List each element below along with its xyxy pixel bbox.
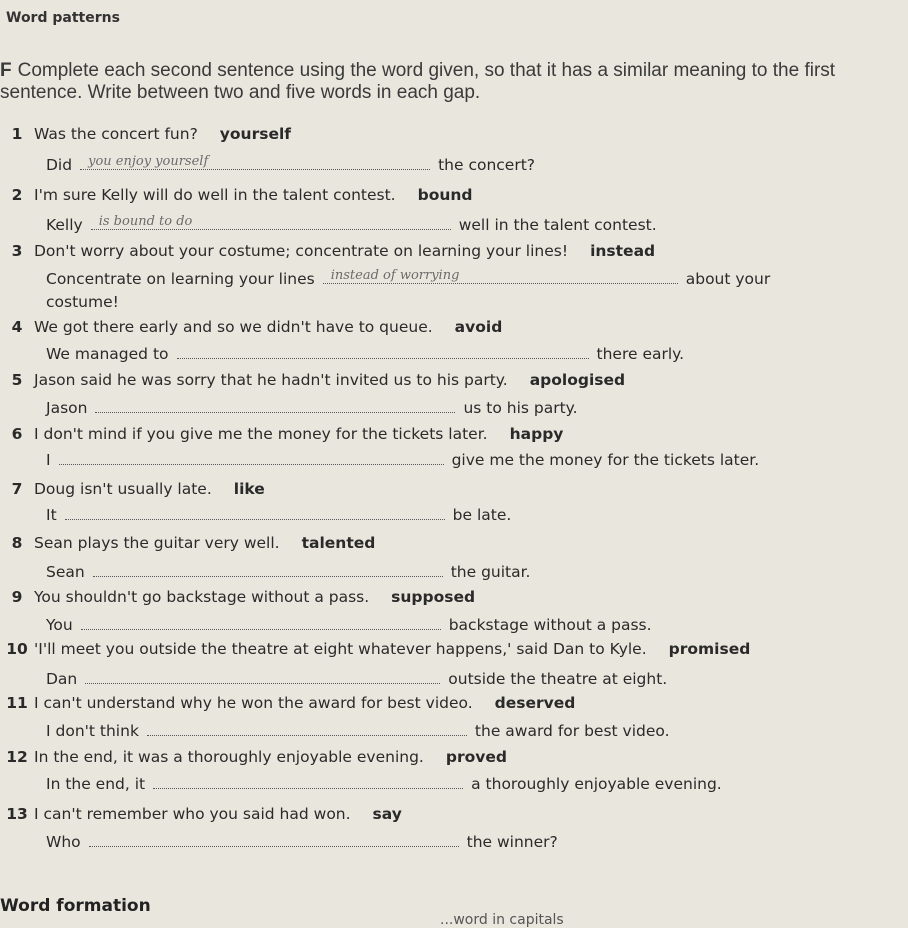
- item-question: Don't worry about your costume; concentrate on learning your lines!: [34, 242, 569, 260]
- item-keyword: promised: [668, 640, 751, 658]
- item-number: 7: [11, 480, 23, 498]
- item-keyword: apologised: [529, 371, 626, 389]
- answer-gap[interactable]: [93, 562, 443, 577]
- answer-gap[interactable]: [177, 344, 589, 359]
- item-keyword: avoid: [454, 318, 503, 336]
- exercise-item: [0, 588, 900, 638]
- item-keyword: bound: [417, 186, 473, 204]
- item-question: Jason said he was sorry that he hadn't invited us to his party.: [34, 371, 508, 389]
- answer-continuation: costume!: [46, 293, 119, 311]
- item-number: 1: [11, 125, 23, 143]
- exercise-item: [0, 534, 900, 584]
- answer-before: Sean: [46, 563, 85, 581]
- item-question: In the end, it was a thoroughly enjoyable evening.: [34, 748, 424, 766]
- item-question: We got there early and so we didn't have to queue.: [34, 318, 433, 336]
- item-number: 11: [6, 694, 28, 712]
- item-number: 2: [11, 186, 23, 204]
- answer-gap[interactable]: [81, 615, 441, 630]
- item-number: 9: [11, 588, 23, 606]
- exercise-item: [0, 242, 900, 312]
- answer-before: I: [46, 451, 51, 469]
- item-question: Was the concert fun?: [34, 125, 198, 143]
- item-keyword: talented: [301, 534, 376, 552]
- item-number: 10: [6, 640, 28, 658]
- item-question: 'I'll meet you outside the theatre at eight whatever happens,' said Dan to Kyle.: [34, 640, 647, 658]
- answer-gap[interactable]: [95, 398, 455, 413]
- handwritten-answer: is bound to do: [98, 214, 193, 229]
- next-section-heading: Word formation: [0, 896, 151, 916]
- item-question: I can't understand why he won the award for best video.: [34, 694, 473, 712]
- item-keyword: supposed: [391, 588, 476, 606]
- exercise-item: [0, 640, 900, 690]
- answer-before: You: [46, 616, 73, 634]
- answer-after: there early.: [596, 345, 685, 363]
- answer-gap[interactable]: [85, 669, 440, 684]
- item-question: Doug isn't usually late.: [34, 480, 212, 498]
- item-question: Sean plays the guitar very well.: [34, 534, 280, 552]
- section-header: Word patterns: [6, 10, 120, 26]
- answer-after: give me the money for the tickets later.: [451, 451, 760, 469]
- answer-before: It: [46, 506, 57, 524]
- answer-gap[interactable]: [147, 721, 467, 736]
- answer-before: Concentrate on learning your lines: [46, 270, 315, 288]
- answer-after: the concert?: [438, 156, 536, 174]
- item-number: 5: [11, 371, 23, 389]
- answer-gap[interactable]: [80, 155, 430, 170]
- item-number: 6: [11, 425, 23, 443]
- item-question: I'm sure Kelly will do well in the talent contest.: [34, 186, 396, 204]
- exercise-item: [0, 371, 900, 421]
- instruction-text: Complete each second sentence using the word given, so that it has a similar meaning to the first sentence. Write between two and five words in each gap.: [0, 60, 836, 103]
- answer-after: the guitar.: [450, 563, 531, 581]
- answer-gap[interactable]: [153, 774, 463, 789]
- item-keyword: proved: [445, 748, 507, 766]
- answer-after: the award for best video.: [474, 722, 670, 740]
- item-question: I don't mind if you give me the money for the tickets later.: [34, 425, 488, 443]
- exercise-item: [0, 805, 900, 855]
- answer-after: the winner?: [466, 833, 558, 851]
- answer-after: outside the theatre at eight.: [448, 670, 668, 688]
- answer-after: be late.: [452, 506, 512, 524]
- item-keyword: happy: [509, 425, 564, 443]
- item-number: 12: [6, 748, 28, 766]
- answer-gap[interactable]: [89, 832, 459, 847]
- exercise-item: [0, 425, 900, 475]
- exercise-letter: F: [0, 60, 12, 81]
- answer-after: about your: [685, 270, 771, 288]
- next-section-instruction: ...word in capitals: [440, 912, 564, 928]
- answer-after: a thoroughly enjoyable evening.: [471, 775, 722, 793]
- answer-after: us to his party.: [463, 399, 578, 417]
- item-number: 4: [11, 318, 23, 336]
- answer-before: Jason: [46, 399, 88, 417]
- answer-gap[interactable]: [59, 450, 444, 465]
- answer-before: Dan: [46, 670, 78, 688]
- answer-before: In the end, it: [46, 775, 146, 793]
- answer-before: We managed to: [46, 345, 169, 363]
- answer-before: Kelly: [46, 216, 83, 234]
- answer-gap[interactable]: [65, 505, 445, 520]
- handwritten-answer: you enjoy yourself: [88, 154, 209, 169]
- handwritten-answer: instead of worrying: [330, 268, 460, 283]
- exercise-item: [0, 480, 900, 530]
- exercise-item: [0, 748, 900, 798]
- answer-before: I don't think: [46, 722, 139, 740]
- answer-before: Did: [46, 156, 73, 174]
- item-keyword: yourself: [219, 125, 292, 143]
- item-keyword: say: [372, 805, 402, 823]
- answer-gap[interactable]: [323, 269, 678, 284]
- answer-after: backstage without a pass.: [448, 616, 652, 634]
- answer-after: well in the talent contest.: [458, 216, 657, 234]
- exercise-item: [0, 694, 900, 744]
- item-question: I can't remember who you said had won.: [34, 805, 351, 823]
- item-keyword: instead: [590, 242, 656, 260]
- answer-gap[interactable]: [91, 215, 451, 230]
- exercise-item: [0, 125, 900, 175]
- exercise-item: [0, 186, 900, 236]
- item-number: 8: [11, 534, 23, 552]
- item-question: You shouldn't go backstage without a pass.: [34, 588, 370, 606]
- item-number: 13: [6, 805, 28, 823]
- item-keyword: deserved: [494, 694, 576, 712]
- exercise-item: [0, 318, 900, 368]
- item-keyword: like: [233, 480, 265, 498]
- item-number: 3: [11, 242, 23, 260]
- exercise-instruction: [0, 60, 890, 104]
- answer-before: Who: [46, 833, 81, 851]
